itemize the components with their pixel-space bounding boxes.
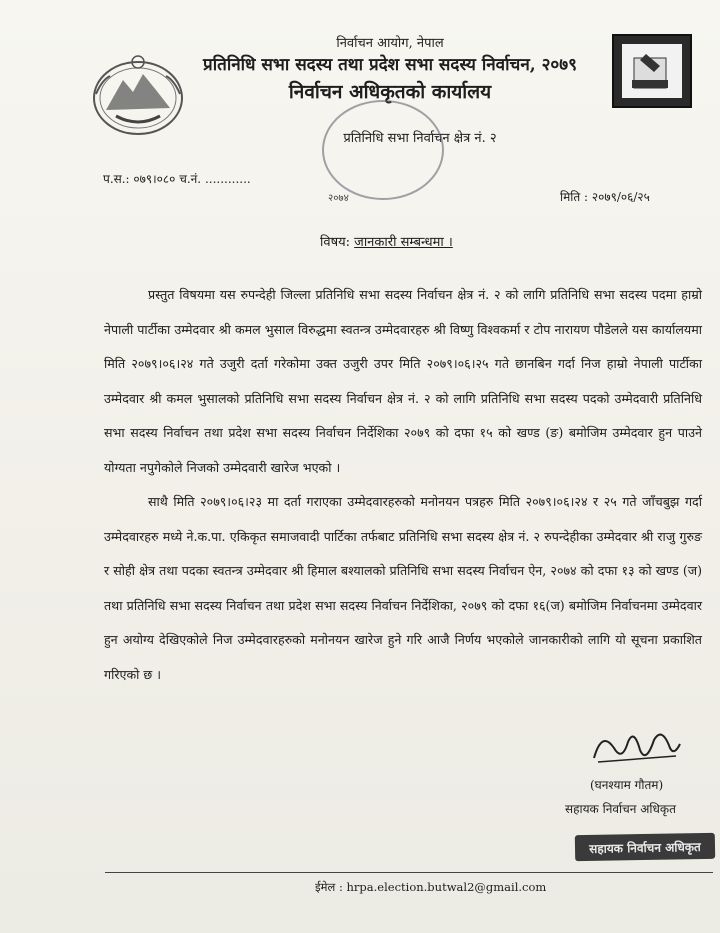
stamp-year: २०७४ xyxy=(328,193,349,204)
title-stamp: सहायक निर्वाचन अधिकृत xyxy=(575,833,715,861)
subject-line xyxy=(320,232,453,250)
header-office: निर्वाचन अधिकृतको कार्यालय xyxy=(288,81,492,103)
body-paragraph: साथै मिति २०७९।०६।२३ मा दर्ता गराएका उम्मेदवारहरुको मनोनयन पत्रहरु मिति २०७९।०६।२४ र २५ गते जाँचबुझ गर्दा उम्मेदवारहरु मध्ये ने.क.पा. एकिकृत समाजवादी पार्टिका तर्फबाट प्रतिनिधि सभा सदस्य क्षेत्र नं. २ रुपन्देहीका उम्मेदवार श्री राजु गुरुङ र सोही क्षेत्र तथा पदका स्वतन्त्र उम्मेदवार श्री हिमाल बश्यालको प्रतिनिधि सभा सदस्य निर्वाचन ऐन, २०७४ को दफा १३ को खण्ड (ज) तथा प्रतिनिधि सभा सदस्य निर्वाचन तथा प्रदेश सभा सदस्य निर्वाचन निर्देशिका, २०७९ को दफा १६(ज) बमोजिम निर्वाचनमा उम्मेदवार हुन अयोग्य देखिएकोले निज उम्मेदवारहरुको मनोनयन खारेज हुने गरि आजै निर्णय भएकोले जानकारीको लागि यो सूचना प्रकाशित गरिएको छ । xyxy=(104,494,702,682)
letter-date: मिति : २०७९/०६/२५ xyxy=(560,190,650,204)
signatory-title: सहायक निर्वाचन अधिकृत xyxy=(565,802,676,816)
reference-number: प.स.: ०७९।०८० च.नं. ............ xyxy=(103,172,251,186)
subject-text: जानकारी सम्बन्धमा । xyxy=(354,235,453,250)
signatory-name: (घनश्याम गौतम) xyxy=(590,778,664,792)
header-election: प्रतिनिधि सभा सदस्य तथा प्रदेश सभा सदस्य निर्वाचन, २०७९ xyxy=(203,55,577,75)
email-address[interactable]: hrpa.election.butwal2@gmail.com xyxy=(346,880,547,894)
office-round-stamp xyxy=(322,100,444,200)
handwritten-signature xyxy=(588,722,684,772)
subject-label: विषय: xyxy=(320,235,351,250)
header-commission: निर्वाचन आयोग, नेपाल xyxy=(336,36,444,51)
footer-email xyxy=(315,880,546,895)
body-paragraph: प्रस्तुत विषयमा यस रुपन्देही जिल्ला प्रतिनिधि सभा सदस्य निर्वाचन क्षेत्र नं. २ को लागि प्रतिनिधि सभा सदस्य पदमा हाम्रो नेपाली पार्टीका उम्मेदवार श्री कमल भुसाल विरुद्धमा स्वतन्त्र उम्मेदवारहरु श्री विष्णु विश्वकर्मा र टोप नारायण पौडेलले यस कार्यालयमा मिति २०७९।०६।२४ गते उजुरी दर्ता गरेकोमा उक्त उजुरी उपर मिति २०७९।०६।२५ गते छानबिन गर्दा निज हाम्रो नेपाली पार्टीका उम्मेदवार श्री कमल भुसालको प्रतिनिधि सभा सदस्य निर्वाचन क्षेत्र नं. २ को लागि प्रतिनिधि सभा सदस्य पदको उम्मेदवारी प्रतिनिधि सभा सदस्य निर्वाचन तथा प्रदेश सभा सदस्य निर्वाचन निर्देशिका २०७९ को दफा १५ को खण्ड (ङ) बमोजिम उम्मेदवार हुन पाउने योग्यता नपुगेकोले निजको उम्मेदवारी खारेज भएको । xyxy=(104,287,702,475)
letter-body xyxy=(104,278,702,692)
email-label: ईमेल : xyxy=(315,880,343,894)
footer-rule xyxy=(105,872,713,873)
ballot-box-icon xyxy=(612,34,692,108)
header-constituency: प्रतिनिधि सभा निर्वाचन क्षेत्र नं. २ xyxy=(343,131,497,146)
